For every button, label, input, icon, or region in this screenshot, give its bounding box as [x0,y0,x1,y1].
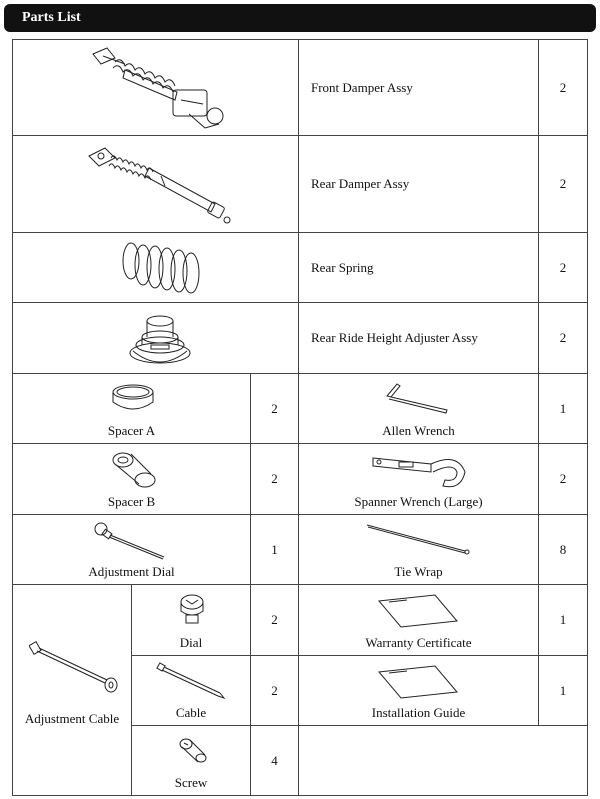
allen-wrench-name: Allen Wrench [382,423,455,438]
adjustment-cable-cell [12,584,132,796]
rear-damper-name-cell [298,135,539,233]
spanner-wrench-cell [298,443,539,515]
dial-name: Dial [179,635,203,650]
tie-wrap-cell [298,514,539,585]
adjustment-dial-name: Adjustment Dial [88,564,175,579]
rear-damper-qty: 2 [559,176,567,191]
rear-spring-image-cell [12,232,299,303]
allen-wrench-illustration [383,382,453,416]
installation-guide-qty: 1 [559,682,567,698]
dial-cell [131,584,251,656]
parts-list-header [4,4,596,32]
ride-height-adjuster-name-cell [298,302,539,374]
cable-qty: 2 [271,682,278,698]
front-damper-name: Front Damper Assy [311,79,413,95]
rear-damper-qty-cell [538,135,588,233]
spacer-a-illustration [109,382,157,414]
ride-height-adjuster-illustration [127,311,193,369]
dial-illustration [178,593,206,627]
tie-wrap-name: Tie Wrap [394,564,443,579]
installation-guide-illustration [375,662,461,702]
screw-qty-cell [250,725,299,796]
spacer-b-qty: 2 [271,471,278,486]
rear-damper-name: Rear Damper Assy [311,176,410,191]
adjustment-dial-cell [12,514,251,585]
ride-height-adjuster-qty: 2 [559,330,567,345]
spanner-wrench-qty-cell [538,443,588,515]
tie-wrap-qty-cell [538,514,588,585]
rear-damper-image-cell [12,135,299,233]
rear-spring-qty: 2 [559,259,567,275]
rear-spring-name: Rear Spring [311,259,374,275]
allen-wrench-qty-cell [538,373,588,444]
adjustment-dial-qty: 1 [271,541,278,557]
spanner-wrench-name: Spanner Wrench (Large) [354,494,483,509]
spacer-b-cell [12,443,251,515]
rear-spring-illustration [117,239,203,297]
adjustment-cable-name: Adjustment Cable [24,711,120,726]
cable-cell [131,655,251,726]
spacer-a-qty-cell [250,373,299,444]
spacer-b-illustration [109,450,157,490]
tie-wrap-illustration [365,521,473,557]
screw-name: Screw [174,775,208,790]
adjustment-cable-illustration [29,639,119,693]
adjustment-dial-illustration [93,519,169,563]
spanner-wrench-qty: 2 [559,471,567,486]
cable-illustration [156,662,226,702]
warranty-certificate-qty-cell [538,584,588,656]
screw-cell [131,725,251,796]
installation-guide-cell [298,655,539,726]
installation-guide-name: Installation Guide [371,705,466,720]
cable-name: Cable [175,705,207,720]
screw-qty: 4 [271,752,278,768]
front-damper-qty-cell [538,39,588,136]
warranty-certificate-qty: 1 [559,612,567,627]
front-damper-qty: 2 [559,79,567,95]
ride-height-adjuster-image-cell [12,302,299,374]
dial-qty: 2 [271,612,278,627]
warranty-certificate-name: Warranty Certificate [365,635,472,650]
spacer-a-name: Spacer A [107,423,156,438]
rear-spring-qty-cell [538,232,588,303]
installation-guide-qty-cell [538,655,588,726]
empty-cell [298,725,588,796]
screw-illustration [178,736,208,766]
front-damper-illustration [85,44,235,132]
front-damper-image-cell [12,39,299,136]
adjustment-dial-qty-cell [250,514,299,585]
tie-wrap-qty: 8 [559,541,567,557]
rear-damper-illustration [85,142,235,228]
spacer-b-name: Spacer B [107,494,156,509]
warranty-certificate-cell [298,584,539,656]
page-title: Parts List [22,10,81,25]
ride-height-adjuster-name: Rear Ride Height Adjuster Assy [311,330,478,345]
cable-qty-cell [250,655,299,726]
rear-spring-name-cell [298,232,539,303]
allen-wrench-qty: 1 [559,400,567,416]
spacer-a-qty: 2 [271,400,278,416]
spacer-a-cell [12,373,251,444]
spacer-b-qty-cell [250,443,299,515]
allen-wrench-cell [298,373,539,444]
front-damper-name-cell [298,39,539,136]
dial-qty-cell [250,584,299,656]
spanner-wrench-illustration [369,450,469,490]
warranty-certificate-illustration [375,591,461,631]
ride-height-adjuster-qty-cell [538,302,588,374]
